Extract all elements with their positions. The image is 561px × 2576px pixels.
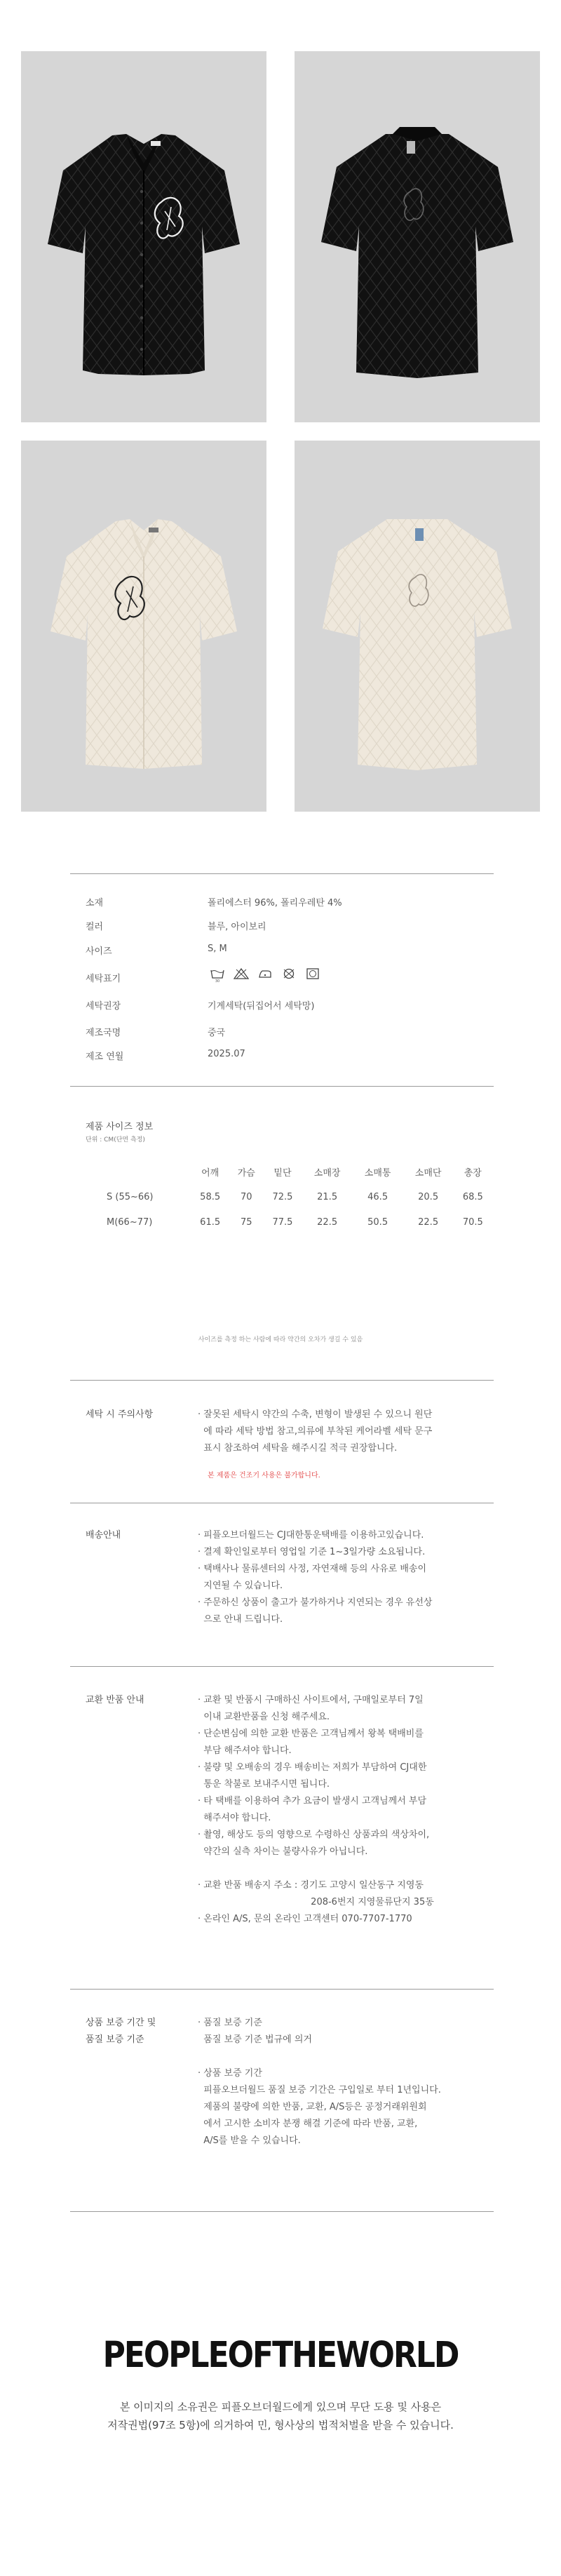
black-shirt-back-image bbox=[295, 51, 540, 422]
spec-label: 세탁표기 bbox=[86, 974, 121, 984]
ivory-shirt-back-photo bbox=[295, 441, 540, 812]
copyright-line2: 저작권법(97조 5항)에 의거하여 민, 형사상의 법적처벌을 받을 수 있습니다. bbox=[107, 2419, 454, 2431]
iron-low-icon bbox=[255, 968, 275, 984]
size-table bbox=[86, 1159, 492, 1235]
size-value-cell: 75 bbox=[241, 1216, 252, 1228]
spec-row-date bbox=[0, 1049, 561, 1066]
spec-label: 사이즈 bbox=[86, 946, 112, 957]
size-header-cell bbox=[86, 1159, 191, 1184]
spec-value: S, M bbox=[208, 944, 227, 954]
spec-row-country bbox=[0, 1025, 561, 1042]
warranty-label bbox=[86, 2015, 156, 2048]
size-value-cell: 70.5 bbox=[462, 1216, 483, 1228]
size-value-cell: 77.5 bbox=[272, 1216, 293, 1228]
size-unit-note: 단위 : CM(단면 측정) bbox=[86, 1136, 145, 1143]
size-info-title: 제품 사이즈 정보 bbox=[86, 1122, 154, 1132]
spec-row-wash-recommend bbox=[0, 998, 561, 1015]
list-item: · 타 택배를 이용하여 추가 요금이 발생시 고객님께서 부담 해주셔야 합니다. bbox=[198, 1796, 427, 1823]
size-header-cell: 소매통 bbox=[364, 1167, 391, 1179]
brand-logo: PEOPLEOFTHEWORLD bbox=[102, 2335, 459, 2376]
size-header-cell: 소매단 bbox=[414, 1167, 442, 1179]
list-item: · 교환 반품 배송지 주소 : 경기도 고양시 일산동구 지영동 208-6번지 지영물류단지 35동 bbox=[198, 1880, 434, 1907]
size-measure-note: 사이즈를 측정 하는 사람에 따라 약간의 오차가 생길 수 있음 bbox=[198, 1336, 363, 1343]
dryer-warning: 본 제품은 건조기 사용은 불가합니다. bbox=[208, 1472, 320, 1480]
size-value-cell: 68.5 bbox=[462, 1191, 483, 1202]
ivory-shirt-back-image bbox=[295, 441, 540, 812]
table-row bbox=[86, 1209, 492, 1235]
size-header-cell: 가슴 bbox=[237, 1167, 255, 1179]
list-item: · 촬영, 해상도 등의 영향으로 수령하신 상품과의 색상차이, 약간의 실측 차이는 불량사유가 아닙니다. bbox=[198, 1830, 430, 1857]
spec-value: 기계세탁(뒤집어서 세탁망) bbox=[208, 1001, 315, 1012]
washing-list bbox=[198, 1407, 492, 1457]
list-item: · 품질 보증 기준 품질 보증 기준 법규에 의거 bbox=[198, 2018, 312, 2045]
hand-wash-30-icon bbox=[208, 968, 227, 984]
size-header-cell: 밑단 bbox=[273, 1167, 292, 1179]
size-value-cell: 61.5 bbox=[200, 1216, 221, 1228]
footer-top-divider bbox=[70, 2211, 494, 2212]
list-item bbox=[198, 2048, 492, 2065]
copyright-notice bbox=[0, 2398, 561, 2434]
warranty-top-divider bbox=[70, 1989, 494, 1990]
size-header-cell: 어깨 bbox=[201, 1167, 219, 1179]
list-item: · 주문하신 상품이 출고가 불가하거나 지연되는 경우 유선상 으로 안내 드립니다. bbox=[198, 1597, 433, 1625]
black-shirt-back-photo bbox=[295, 51, 540, 422]
wash-icons bbox=[208, 968, 323, 984]
size-value-cell: 21.5 bbox=[317, 1191, 338, 1202]
spec-value: 블루, 아이보리 bbox=[208, 922, 266, 932]
spec-label: 세탁권장 bbox=[86, 1001, 121, 1012]
table-row bbox=[86, 1184, 492, 1209]
list-item: · 불량 및 오배송의 경우 배송비는 저희가 부담하여 CJ대한 통운 착불로 보내주시면 됩니다. bbox=[198, 1762, 427, 1790]
spec-value: 2025.07 bbox=[208, 1049, 245, 1059]
shipping-list bbox=[198, 1527, 492, 1628]
spec-top-divider bbox=[70, 873, 494, 874]
spec-row-size bbox=[0, 944, 561, 960]
size-header-cell: 소매장 bbox=[313, 1167, 341, 1179]
list-item: · 단순변심에 의한 교환 반품은 고객님께서 왕복 택배비를 부담 해주셔야 합니다. bbox=[198, 1729, 424, 1756]
black-shirt-front-image bbox=[21, 51, 266, 422]
wash-temp-caption: 30 bbox=[215, 979, 220, 984]
size-name-cell: S (55~66) bbox=[107, 1191, 154, 1202]
size-value-cell: 72.5 bbox=[272, 1191, 293, 1202]
size-top-divider bbox=[70, 1086, 494, 1087]
list-item: · 상품 보증 기간 피플오브더월드 품질 보증 기간은 구입일로 부터 1년입니다. 제품의 불량에 의한 반품, 교환, A/S등은 공정거래위원회 에서 고시한 소비자 분쟁 해결 기준에 따라 반품, 교환, A/S를 받을 수 있습니다. bbox=[198, 2068, 441, 2146]
list-item: · 피플오브더월드는 CJ대한통운택배를 이용하고있습니다. bbox=[198, 1530, 424, 1541]
washing-label: 세탁 시 주의사항 bbox=[86, 1409, 154, 1420]
exchange-top-divider bbox=[70, 1666, 494, 1667]
exchange-label: 교환 반품 안내 bbox=[86, 1695, 144, 1705]
list-item: · 결제 확인일로부터 영업일 기준 1~3일가량 소요됩니다. bbox=[198, 1547, 426, 1557]
list-item: · 잘못된 세탁시 약간의 수축, 변형이 발생된 수 있으니 원단 에 따라 세탁 방법 참고,의류에 부착된 케어라벨 세탁 문구 표시 참조하여 세탁을 해주시길 적극 권장합니다. bbox=[198, 1409, 433, 1454]
list-item: · 교환 및 반품시 구매하신 사이트에서, 구매일로부터 7일 이내 교환반품을 신청 해주세요. bbox=[198, 1695, 424, 1722]
list-item bbox=[198, 1860, 492, 1877]
shipping-label: 배송안내 bbox=[86, 1530, 121, 1541]
spec-row-color bbox=[0, 919, 561, 936]
size-value-cell: 50.5 bbox=[367, 1216, 388, 1228]
size-value-cell: 46.5 bbox=[367, 1191, 388, 1202]
ivory-shirt-front-image bbox=[21, 441, 266, 812]
size-value-cell: 20.5 bbox=[418, 1191, 439, 1202]
list-item: · 택배사나 물류센터의 사정, 자연재해 등의 사유로 배송이 지연될 수 있습니다. bbox=[198, 1564, 427, 1591]
list-item: · 온라인 A/S, 문의 온라인 고객센터 070-7707-1770 bbox=[198, 1914, 412, 1924]
spec-label: 제조국명 bbox=[86, 1028, 121, 1038]
size-header-cell: 총장 bbox=[464, 1167, 482, 1179]
no-bleach-icon bbox=[231, 968, 251, 984]
size-value-cell: 58.5 bbox=[200, 1191, 221, 1202]
dry-clean-icon bbox=[279, 968, 299, 984]
black-shirt-front-photo bbox=[21, 51, 266, 422]
spec-row-material bbox=[0, 895, 561, 912]
spec-value: 중국 bbox=[208, 1028, 226, 1038]
warranty-label-line1: 상품 보증 기간 및 bbox=[86, 2018, 156, 2028]
washing-top-divider bbox=[70, 1380, 494, 1381]
size-value-cell: 22.5 bbox=[418, 1216, 439, 1228]
spec-label: 컬러 bbox=[86, 922, 104, 932]
warranty-list bbox=[198, 2015, 492, 2149]
warranty-label-line2: 품질 보증 기준 bbox=[86, 2034, 144, 2045]
exchange-list bbox=[198, 1692, 492, 1928]
spec-label: 제조 연월 bbox=[86, 1052, 124, 1062]
spec-value: 폴리에스터 96%, 폴리우레탄 4% bbox=[208, 898, 342, 908]
size-table-header bbox=[86, 1159, 492, 1184]
size-name-cell: M(66~77) bbox=[107, 1216, 153, 1228]
spec-label: 소재 bbox=[86, 898, 104, 908]
size-value-cell: 22.5 bbox=[317, 1216, 338, 1228]
copyright-line1: 본 이미지의 소유권은 피플오브더월드에게 있으며 무단 도용 및 사용은 bbox=[119, 2401, 442, 2413]
tumble-dry-icon bbox=[303, 968, 323, 984]
ivory-shirt-front-photo bbox=[21, 441, 266, 812]
size-value-cell: 70 bbox=[241, 1191, 252, 1202]
